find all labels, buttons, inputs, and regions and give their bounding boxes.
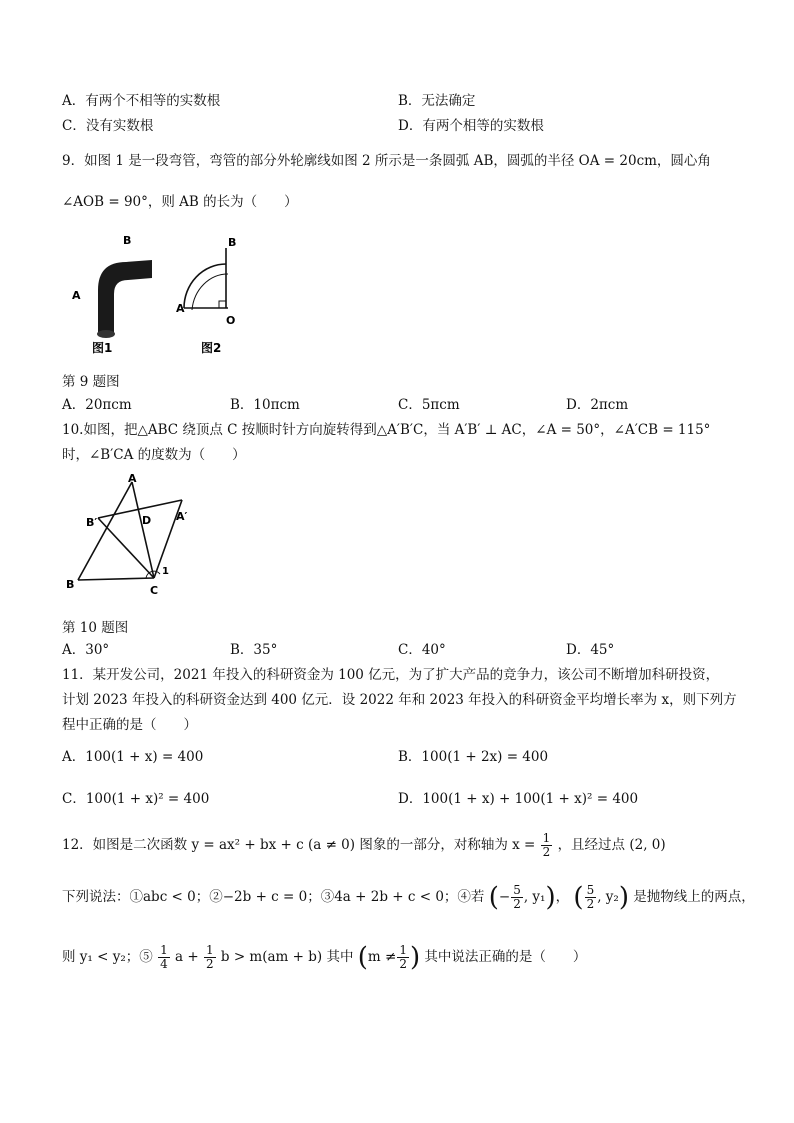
q11-option-d: D．100(1 + x) + 100(1 + x)² = 400 — [398, 791, 639, 807]
fig2-label-b: B — [228, 236, 237, 249]
q9-figure — [68, 230, 248, 360]
q11-option-b: B．100(1 + 2x) = 400 — [398, 749, 549, 765]
fig10-label-d: D — [142, 514, 152, 527]
q9-caption: 第 9 题图 — [62, 374, 120, 390]
q12-frac-1-2-b: $\frac{1}{2}$ — [205, 943, 214, 971]
q12-frac-1-4: $\frac{1}{4}$ — [160, 943, 168, 971]
fig10-label-a: A — [128, 472, 137, 485]
q12-frac-5-2-b: $\frac{5}{2}$ — [586, 883, 595, 911]
q9-option-a: A．20πcm — [62, 397, 132, 413]
fig1-caption: 图1 — [92, 341, 113, 355]
q11-option-c: C．100(1 + x)² = 400 — [62, 791, 210, 807]
q10-option-a: A．30° — [62, 642, 110, 658]
fig10-label-1: 1 — [162, 566, 169, 577]
q8-option-c: C．没有实数根 — [62, 118, 154, 134]
q12-l3-text-a: 则 y₁ < y₂；⑤ — [62, 949, 153, 965]
q9-stem-line1: 9．如图 1 是一段弯管，弯管的部分外轮廓线如图 2 所示是一条圆弧 AB，圆弧的半径 OA = 20cm，圆心角 — [62, 153, 711, 169]
q11-option-a: A．100(1 + x) = 400 — [62, 749, 204, 765]
fig10-label-c: C — [150, 584, 159, 597]
q11-stem-line3: 程中正确的是（ ） — [62, 717, 197, 733]
q9-stem-line2: ∠AOB = 90°，则 AB 的长为（ ） — [62, 194, 298, 210]
q9-option-d: D．2πcm — [566, 397, 629, 413]
bent-pipe — [98, 260, 152, 334]
q10-option-d: D．45° — [566, 642, 615, 658]
q11-stem-line1: 11．某开发公司，2021 年投入的科研资金为 100 亿元，为了扩大产品的竞争力，该公司不断增加科研投资， — [62, 667, 720, 683]
fig10-label-a-prime: A′ — [176, 510, 188, 523]
q10-figure — [62, 470, 202, 600]
q8-option-d: D．有两个相等的实数根 — [398, 118, 544, 134]
q10-option-c: C．40° — [398, 642, 446, 658]
q8-option-b: B．无法确定 — [398, 93, 476, 109]
q12-frac-half: $\frac{1}{2}$ — [542, 831, 551, 859]
q10-option-b: B．35° — [230, 642, 278, 658]
q9-option-c: C．5πcm — [398, 397, 460, 413]
q12-stem-line3: 则 y₁ < y₂；⑤ $\frac{1}{4}$ a + $\frac{1}{2}$ b > m(am + b) 其中 (m ≠ $\frac{1}{2}$ ) 其中说法正确的是（ ） — [62, 942, 587, 973]
q12-l1-text-a: 12．如图是二次函数 y = ax² + bx + c (a ≠ 0) 图象的一部分，对称轴为 x = — [62, 837, 536, 853]
fig1-label-b: B — [123, 234, 132, 247]
q12-frac-5-2-a: $\frac{5}{2}$ — [513, 883, 521, 911]
q10-stem-line1: 10.如图，把△ABC 绕顶点 C 按顺时针方向旋转得到△A′B′C，当 A′B′ ⊥ AC，∠A = 50°，∠A′CB = 115° — [62, 422, 711, 438]
arc-ab-inner — [192, 274, 228, 310]
q12-l3-text-b: b > m(am + b) 其中 — [220, 949, 354, 965]
q12-l2-text-a: 下列说法：①abc < 0；②−2b + c = 0；③4a + 2b + c < 0；④若 — [62, 889, 485, 905]
fig10-label-b-prime: B′ — [86, 516, 98, 529]
fig2-label-o: O — [226, 314, 236, 327]
q12-l3-text-c: 其中说法正确的是（ ） — [424, 949, 587, 965]
fig2-label-a: A — [176, 302, 185, 315]
q12-l2-text-b: 是抛物线上的两点， — [633, 889, 755, 905]
q12-stem-line1 — [62, 832, 666, 859]
fig1-label-a: A — [72, 289, 81, 302]
q11-stem-line2: 计划 2023 年投入的科研资金达到 400 亿元．设 2022 年和 2023 年投入的科研资金平均增长率为 x，则下列方 — [62, 692, 737, 708]
q10-stem-line2: 时，∠B′CA 的度数为（ ） — [62, 447, 246, 463]
fig2-caption: 图2 — [201, 341, 222, 355]
q10-caption: 第 10 题图 — [62, 620, 129, 636]
q12-stem-line2: 下列说法：①abc < 0；②−2b + c = 0；③4a + 2b + c < 0；④若 (− $\frac{5}{2}$ , y₁)， ( $\frac{5}{2}$ , y₂) 是抛物线上的两点， — [62, 882, 755, 913]
q9-option-b: B．10πcm — [230, 397, 300, 413]
q8-option-a: A．有两个不相等的实数根 — [62, 93, 221, 109]
fig10-label-b: B — [66, 578, 75, 591]
q12-frac-1-2-c: $\frac{1}{2}$ — [399, 943, 407, 971]
q12-l1-text-b: ，且经过点 (2, 0) — [557, 837, 666, 853]
